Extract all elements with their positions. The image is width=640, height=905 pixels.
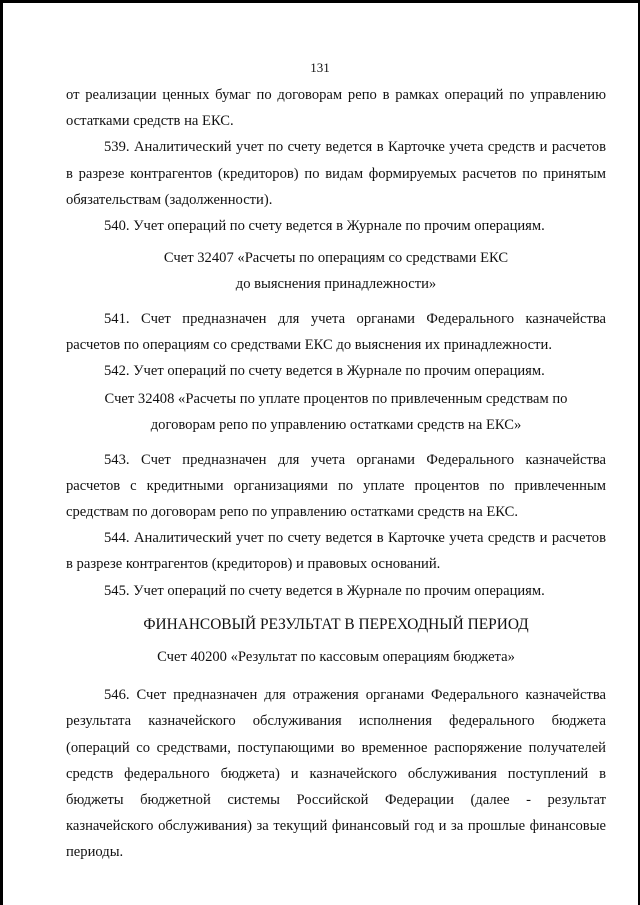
- account-heading-32408: [66, 386, 606, 438]
- paragraph-539: 539. Аналитический учет по счету ведется в Карточке учета средств и расчетов в разрезе контрагентов (кредиторов) по видам формируемых расчетов по принятым обязательствам (задолженности).: [66, 139, 606, 208]
- paragraph-continuation: от реализации ценных бумаг по договорам репо в рамках операций по управлению остатками средств на ЕКС.: [66, 87, 606, 130]
- account-heading-32407-line1: Счет 32407 «Расчеты по операциям со средствами ЕКС: [163, 250, 509, 267]
- account-heading-40200: [66, 644, 606, 670]
- page-number: 131: [310, 60, 330, 75]
- account-heading-32407: [66, 245, 606, 297]
- paragraph-543: 543. Счет предназначен для учета органами Федерального казначейства расчетов с кредитными организациями по уплате процентов по привлеченным средствам по договорам репо по управлению остатками средств на ЕКС.: [66, 451, 606, 521]
- account-heading-40200-line1: Счет 40200 «Результат по кассовым операциям бюджета»: [157, 649, 515, 666]
- paragraph-545: 545. Учет операций по счету ведется в Журнале по прочим операциям.: [104, 582, 545, 599]
- account-heading-32408-line2: договорам репо по управлению остатками средств на ЕКС»: [150, 417, 522, 434]
- paragraph-542: 542. Учет операций по счету ведется в Журнале по прочим операциям.: [104, 363, 545, 380]
- section-title: ФИНАНСОВЫЙ РЕЗУЛЬТАТ В ПЕРЕХОДНЫЙ ПЕРИОД: [143, 615, 529, 633]
- paragraph-541: 541. Счет предназначен для учета органами Федерального казначейства расчетов по операциям со средствами ЕКС до выяснения их принадлежности.: [66, 310, 606, 353]
- paragraph-546: 546. Счет предназначен для отражения органами Федерального казначейства результата казначейского обслуживания исполнения федерального бюджета (операций со средствами, поступающими во временное распоряжение получателей средств федерального бюджета) и казначейского обслуживания поступлений в бюджеты бюджетной системы Российской Федерации (далее - результат казначейского обслуживания) за текущий финансовый год и за прошлые финансовые периоды.: [66, 687, 606, 861]
- document-body: [66, 82, 606, 866]
- account-heading-32408-line1: Счет 32408 «Расчеты по уплате процентов по привлеченным средствам по: [104, 391, 568, 408]
- account-heading-32407-line2: до выяснения принадлежности»: [235, 276, 437, 293]
- paragraph-544: 544. Аналитический учет по счету ведется в Карточке учета средств и расчетов в разрезе контрагентов (кредиторов) и правовых оснований.: [66, 530, 606, 573]
- paragraph-540: 540. Учет операций по счету ведется в Журнале по прочим операциям.: [104, 218, 545, 235]
